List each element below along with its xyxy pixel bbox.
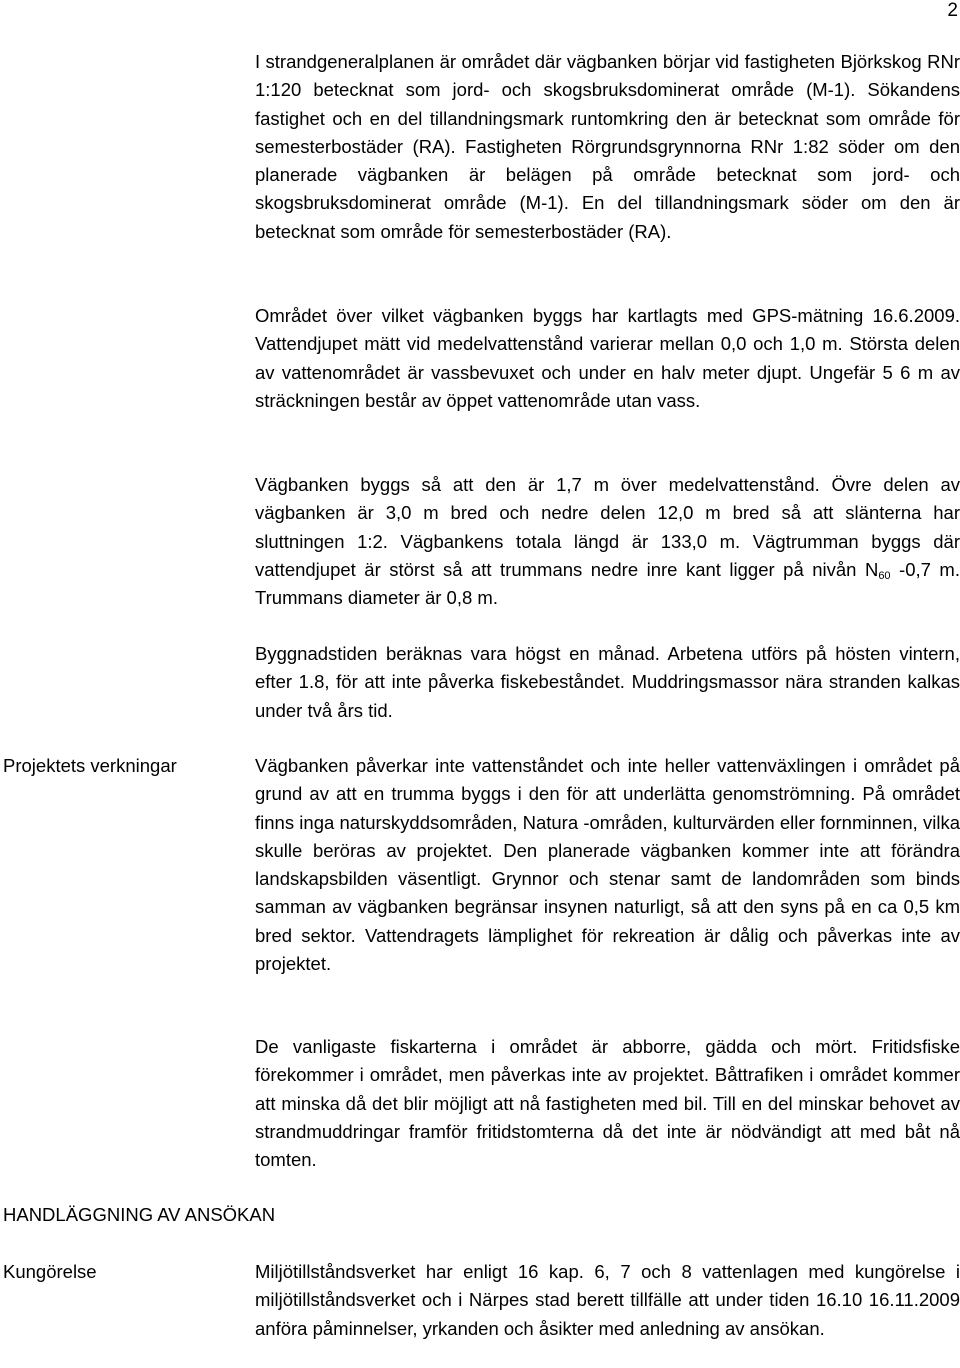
page-number: 2 (947, 0, 958, 21)
paragraph-fiskarter: De vanligaste fiskarterna i området är abborre, gädda och mört. Fritidsfiske förekommer i området, men påverkas inte av projektet. Båttrafiken i området kommer att minska då det blir möjligt att nå fastigheten med bil. Till en del minskar behovet av strandmuddringar framför fritidstomterna då det inte är nödvändigt att med båt nå tomten. (255, 1036, 960, 1171)
paragraph-paverkan: Vägbanken påverkar inte vattenståndet och inte heller vattenväxlingen i området på grund av att en trumma byggs i den för att underlätta genomströmning. På området finns inga naturskyddsområden, Natura -områden, kulturvärden eller fornminnen, vilka skulle beröras av projektet. Den planerade vägbanken kommer inte att förändra landskapsbilden väsentligt. Grynnor och stenar samt de landområden som binds samman av vägbanken begränsar insynen naturligt, så att den syns på en ca 0,5 km bred sektor. Vattendragets lämplighet för rekreation är dålig och påverkas inte av projektet. (255, 755, 960, 975)
paragraph-kungorelse: Miljötillståndsverket har enligt 16 kap. 6, 7 och 8 vattenlagen med kungörelse i miljötillståndsverket och i Närpes stad berett tillfälle att under tiden 16.10 16.11.2009 anföra påminnelser, yrkanden och åsikter med anledning av ansökan. (255, 1261, 960, 1339)
paragraph-vagbank-konstruktion (255, 471, 960, 612)
section-label-kungorelse: Kungörelse (3, 1261, 97, 1282)
paragraph-vagbank-text: Vägbanken byggs så att den är 1,7 m över medelvattenstånd. Övre delen av vägbanken är 3,0 m bred och nedre delen 12,0 m bred så att slänterna har sluttningen 1:2. Vägbankens totala längd är 133,0 m. Vägtrumman byggs där vattendjupet är störst så att trummans nedre inre kant ligger på nivån N (255, 474, 960, 580)
paragraph-byggnadstid: Byggnadstiden beräknas vara högst en månad. Arbetena utförs på hösten vintern, efter 1.8, för att inte påverka fiskebeståndet. Muddringsmassor nära stranden kalkas under två års tid. (255, 643, 960, 721)
paragraph-vagbank-text-end: -0,7 m. Trummans diameter är 0,8 m. (255, 558, 960, 609)
level-subscript: 60 (878, 569, 891, 582)
section-heading-handlaggning: HANDLÄGGNING AV ANSÖKAN (3, 1204, 276, 1225)
paragraph-strandgeneralplan: I strandgeneralplanen är området där vägbanken börjar vid fastigheten Björkskog RNr 1:120 betecknat som jord- och skogsbruksdominerat område (M-1). Sökandens fastighet och en del tillandningsmark runtomkring den är betecknat som område för semesterbostäder (RA). Fastigheten Rörgrundsgrynnorna RNr 1:82 söder om den planerade vägbanken är belägen på område betecknat som jord- och skogsbruksdominerat område (M-1). En del tillandningsmark söder om den är betecknat som område för semesterbostäder (RA). (255, 51, 960, 242)
paragraph-gps-kartlaggning: Området över vilket vägbanken byggs har kartlagts med GPS-mätning 16.6.2009. Vattendjupet mätt vid medelvattenstånd varierar mellan 0,0 och 1,0 m. Största delen av vattenområdet är vassbevuxet och under en halv meter djupt. Ungefär 5 6 m av sträckningen består av öppet vattenområde utan vass. (255, 305, 960, 411)
section-label-projektets-verkningar: Projektets verkningar (3, 755, 177, 776)
